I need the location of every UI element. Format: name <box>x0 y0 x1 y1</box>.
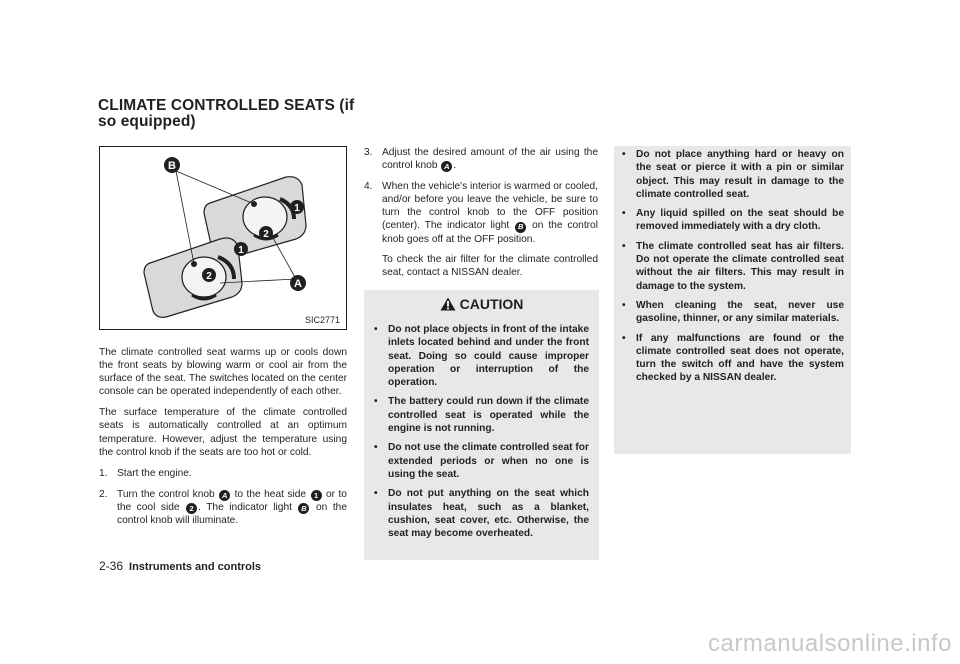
caution-text: The climate controlled seat has air filters. Do not operate the climate controlled seat without the air filters. This may result in damage to the system. <box>636 240 844 292</box>
callout-a <box>290 275 306 291</box>
badge-b: B <box>298 503 309 514</box>
bullet: • <box>374 396 378 408</box>
callout-2-rear <box>259 226 273 240</box>
caution-list <box>374 323 589 546</box>
callout-1-front <box>234 242 248 256</box>
callout-2-front <box>202 268 216 282</box>
warning-triangle-icon <box>440 297 456 311</box>
caution-text: Do not use the climate controlled seat for extended periods or when no one is using the seat. <box>388 442 589 480</box>
bullet: • <box>374 488 378 500</box>
temperature-paragraph: The surface temperature of the climate controlled seats is automatically controlled at an optimum temperature. However, adjust the temperature using the control knob if the seats are too hot or cold. <box>99 407 347 458</box>
step-text: When the vehicle's interior is warmed or cooled, and/or before you leave the vehicle, be sure to turn the control knob to the OFF position (center). The indicator light <box>382 181 598 232</box>
page-number: 2-36 <box>99 559 124 573</box>
callout-1-rear <box>290 200 304 214</box>
section-heading: CLIMATE CONTROLLED SEATS (if so equipped) <box>98 97 355 130</box>
page-footer <box>99 559 261 573</box>
caution-item <box>374 395 589 435</box>
caution-item <box>374 487 589 540</box>
caution-list-continued <box>622 148 844 391</box>
leader-b-rear <box>176 171 254 204</box>
bullet: • <box>374 324 378 335</box>
intro-paragraph: The climate controlled seat warms up or cools down the front seats by blowing warm or cool air from the surface of the seat. The switches located on the center console can be operated independently of each other. <box>99 347 347 398</box>
badge-2: 2 <box>186 503 197 514</box>
switch-diagram <box>100 147 346 329</box>
step-text: Turn the control knob <box>117 488 215 500</box>
svg-text:A: A <box>294 278 302 290</box>
climate-seat-switch-illustration <box>99 146 347 330</box>
callout-b <box>164 157 180 173</box>
bullet: • <box>622 149 626 160</box>
svg-text:1: 1 <box>238 245 244 256</box>
air-filter-note: To check the air filter for the climate controlled seat, contact a NISSAN dealer. <box>382 253 598 278</box>
badge-1: 1 <box>311 490 322 501</box>
step-text: or to the cool side <box>117 488 347 513</box>
leader-b-front <box>176 171 194 264</box>
caution-text: Any liquid spilled on the seat should be removed immediately with a dry cloth. <box>636 208 844 233</box>
step-text: Start the engine. <box>117 467 192 479</box>
caution-item <box>622 148 844 201</box>
badge-b: B <box>515 222 526 233</box>
column-middle <box>364 146 598 287</box>
caution-heading <box>364 296 599 312</box>
badge-a: A <box>441 161 452 172</box>
caution-title: CAUTION <box>459 296 524 312</box>
column-left <box>99 346 347 535</box>
caution-item <box>622 207 844 234</box>
svg-text:B: B <box>168 160 176 172</box>
caution-text: The battery could run down if the climate controlled seat is operated while the engine is not running. <box>388 396 589 435</box>
bullet: • <box>622 299 626 311</box>
section-name: Instruments and controls <box>129 561 262 573</box>
step-text: . The indicator light <box>198 501 292 513</box>
bullet: • <box>374 442 378 454</box>
badge-a: A <box>219 490 230 501</box>
watermark: carmanualsonline.info <box>708 630 952 657</box>
step-1 <box>99 467 347 480</box>
step-text: on the control knob goes off at the OFF position. <box>382 220 598 245</box>
step-number: 1. <box>99 467 108 479</box>
svg-text:1: 1 <box>294 203 300 214</box>
step-3 <box>364 146 598 172</box>
step-number: 3. <box>364 147 373 158</box>
caution-item <box>622 332 844 385</box>
step-text: to the heat side <box>234 488 307 500</box>
caution-text: If any malfunctions are found or the climate controlled seat does not operate, turn the switch off and have the system checked by a NISSAN dealer. <box>636 332 844 384</box>
svg-text:2: 2 <box>206 271 212 282</box>
caution-item <box>374 323 589 389</box>
bullet: • <box>622 240 626 252</box>
bullet: • <box>622 332 626 344</box>
caution-text: When cleaning the seat, never use gasoline, thinner, or any similar materials. <box>636 299 844 325</box>
step-number: 4. <box>364 181 373 193</box>
step-text: on the control knob will illuminate. <box>117 501 347 527</box>
caution-text: Do not place anything hard or heavy on the seat or pierce it with a pin or similar object. This may result in damage to the climate controlled seat. <box>636 149 844 200</box>
caution-item <box>622 240 844 293</box>
caution-text: Do not put anything on the seat which insulates heat, such as a blanket, cushion, seat cover, etc. Otherwise, the seat may become overheated. <box>388 488 589 540</box>
figure-code: SIC2771 <box>304 315 340 325</box>
step-number: 2. <box>99 488 108 500</box>
caution-item <box>622 299 844 326</box>
svg-text:2: 2 <box>263 229 269 240</box>
step-2 <box>99 488 347 527</box>
bullet: • <box>622 208 626 220</box>
caution-text: Do not place objects in front of the intake inlets located behind and under the front seat. Doing so could cause improper operation or interruption of the operation. <box>388 324 589 389</box>
step-text: Adjust the desired amount of the air using the control knob <box>382 147 598 172</box>
step-4 <box>364 180 598 279</box>
step-text: . <box>453 160 457 172</box>
caution-item <box>374 441 589 481</box>
